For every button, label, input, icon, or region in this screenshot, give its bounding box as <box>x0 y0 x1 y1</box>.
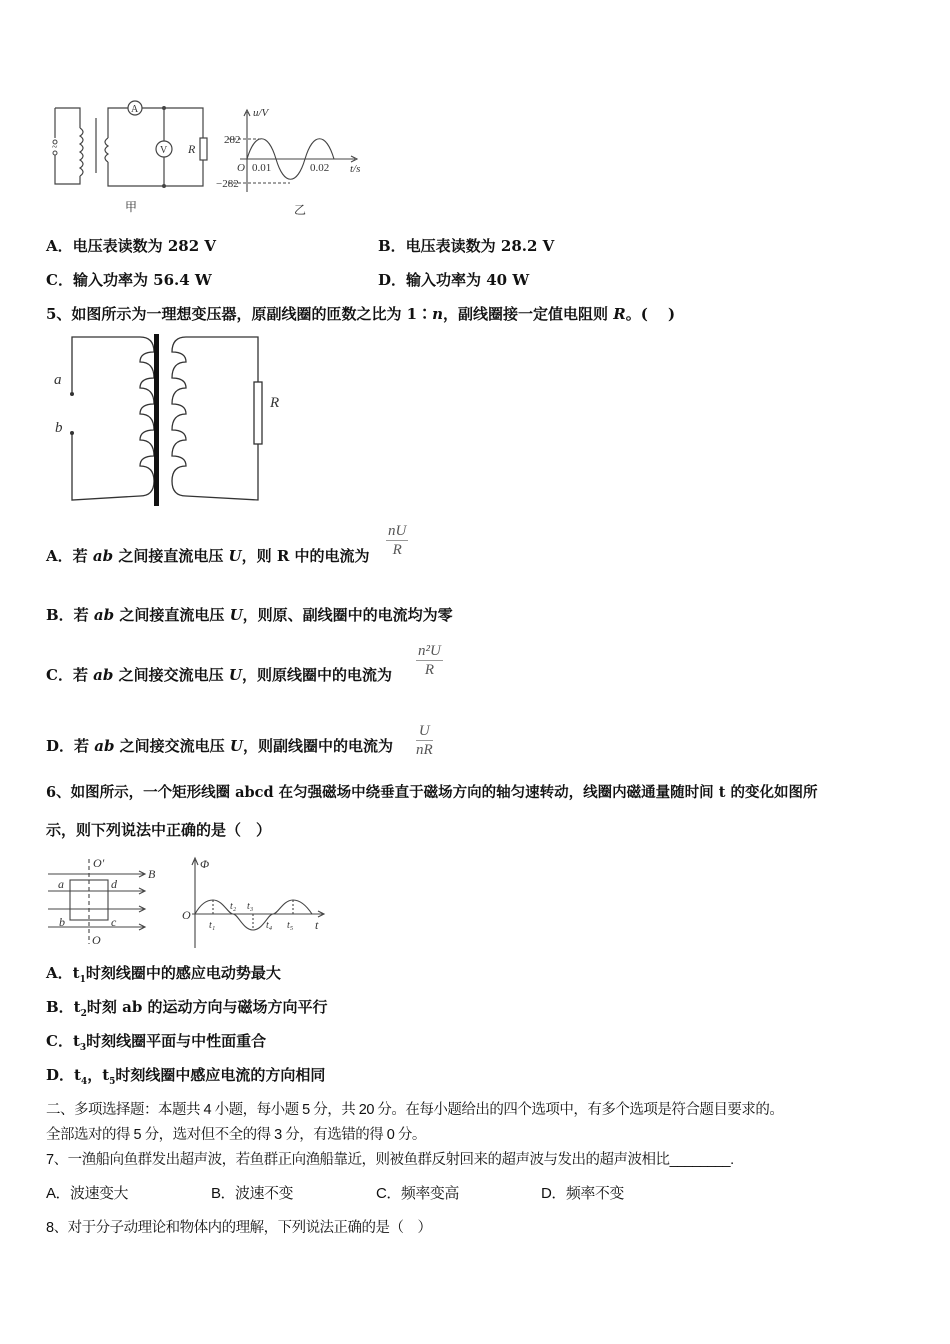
terminal-a-label: a <box>54 372 62 388</box>
q6-stem-line1: 6、如图所示，一个矩形线圈 abcd 在匀强磁场中绕垂直于磁场方向的轴匀速转动，线圈内磁通量随时间 t 的变化如图所 <box>46 784 818 801</box>
q4-option-c[interactable]: C．输入功率为 56.4 W <box>46 271 212 289</box>
field-b-label: B <box>148 867 156 881</box>
circuit-figure-jia <box>40 98 230 218</box>
q6-option-c[interactable]: C．$t_3$时刻线圈平面与中性面重合 <box>46 1032 267 1053</box>
phi-axis-label: Φ <box>200 857 210 871</box>
axis-o-label: O <box>92 933 101 947</box>
q5-option-d[interactable]: D．若 ab 之间接交流电压 U，则副线圈中的电流为 <box>46 737 394 755</box>
section2-instructions-line1: 二、多项选择题：本题共 4 小题，每小题 5 分，共 20 分。在每小题给出的四个选项中，有多个选项是符合题目要求的。 <box>46 1102 784 1118</box>
terminal-b-label: b <box>55 420 63 436</box>
t5-label: t₅ <box>287 920 294 931</box>
q5-option-c[interactable]: C．若 ab 之间接交流电压 U，则原线圈中的电流为 <box>46 666 392 684</box>
axis-o-prime-label: O′ <box>93 856 105 870</box>
answer-blank[interactable]: ________ <box>669 1152 731 1168</box>
q6-option-d[interactable]: D．$t_4$，$t_5$时刻线圈中感应电流的方向相同 <box>46 1066 326 1087</box>
q4-option-b[interactable]: B．电压表读数为 28.2 V <box>378 237 555 255</box>
voltmeter-label: V <box>160 145 168 156</box>
figure-label-yi: 乙 <box>294 203 307 217</box>
corner-a-label: a <box>58 877 64 891</box>
resistor-label: R <box>188 142 196 156</box>
q5-option-b[interactable]: B．若 ab 之间接直流电压 U，则原、副线圈中的电流均为零 <box>46 606 453 624</box>
section2-instructions-line2: 全部选对的得 5 分，选对但不全的得 3 分，有选错的得 0 分。 <box>46 1127 426 1143</box>
q7-option-c[interactable]: C．频率变高 <box>376 1185 459 1202</box>
y-axis-label: u/V <box>253 107 269 119</box>
transformer-figure <box>48 334 288 506</box>
t-axis-label: t <box>315 918 319 932</box>
t1-label: t₁ <box>209 920 216 931</box>
q5-option-a[interactable]: A．若 ab 之间接直流电压 U，则 R 中的电流为 <box>46 547 370 565</box>
t4-label: t₄ <box>266 920 273 931</box>
q5-stem: 5、如图所示为一理想变压器，原副线圈的匝数之比为 1∶n，副线圈接一定值电阻则 R。( ) <box>46 305 676 323</box>
ammeter-label: A <box>131 104 139 115</box>
tick-0.02: 0.02 <box>310 162 330 174</box>
t3-label: t₃ <box>247 901 254 912</box>
corner-d-label: d <box>111 877 117 891</box>
q8-stem: 8、对于分子动理论和物体内的理解，下列说法正确的是（ ） <box>46 1220 432 1236</box>
q7-option-d[interactable]: D．频率不变 <box>541 1185 624 1202</box>
y-min-label: −282 <box>216 178 239 190</box>
q6-option-a[interactable]: A．$t_1$时刻线圈中的感应电动势最大 <box>46 964 281 985</box>
corner-b-label: b <box>59 915 65 929</box>
figure-label-jia: 甲 <box>125 200 138 214</box>
corner-c-label: c <box>111 915 117 929</box>
voltage-graph-yi <box>210 104 370 219</box>
fraction-nu-over-r: $\frac{nU}{R}$ <box>388 523 407 558</box>
fraction-n2u-over-r: $\frac{\text{n²U}}{R}$ <box>418 643 441 678</box>
coil-in-field-figure <box>44 854 164 949</box>
fraction-u-over-nr: $\frac{U}{nR}$ <box>416 723 433 758</box>
q7-stem: 7、一渔船向鱼群发出超声波，若鱼群正向渔船靠近，则被鱼群反射回来的超声波与发出的超声波相比________. <box>46 1152 734 1168</box>
q7-option-b[interactable]: B．波速不变 <box>211 1185 294 1202</box>
t2-label: t₂ <box>230 901 237 912</box>
origin-label: O <box>237 162 245 174</box>
resistor-r-label: R <box>270 395 280 411</box>
q7-option-a[interactable]: A．波速变大 <box>46 1185 129 1202</box>
tick-0.01: 0.01 <box>252 162 272 174</box>
q6-option-b[interactable]: B．$t_2$时刻 ab 的运动方向与磁场方向平行 <box>46 998 328 1019</box>
x-axis-label: t/s <box>350 163 361 175</box>
source-symbol: ~ <box>52 142 58 153</box>
q4-option-d[interactable]: D．输入功率为 40 W <box>378 271 530 289</box>
y-max-label: 282 <box>224 134 241 146</box>
q4-option-a[interactable]: A．电压表读数为 282 V <box>46 237 217 255</box>
q6-stem-line2: 示，则下列说法中正确的是（ ） <box>46 821 272 839</box>
origin-o-label: O <box>182 908 191 922</box>
flux-graph <box>178 852 328 952</box>
